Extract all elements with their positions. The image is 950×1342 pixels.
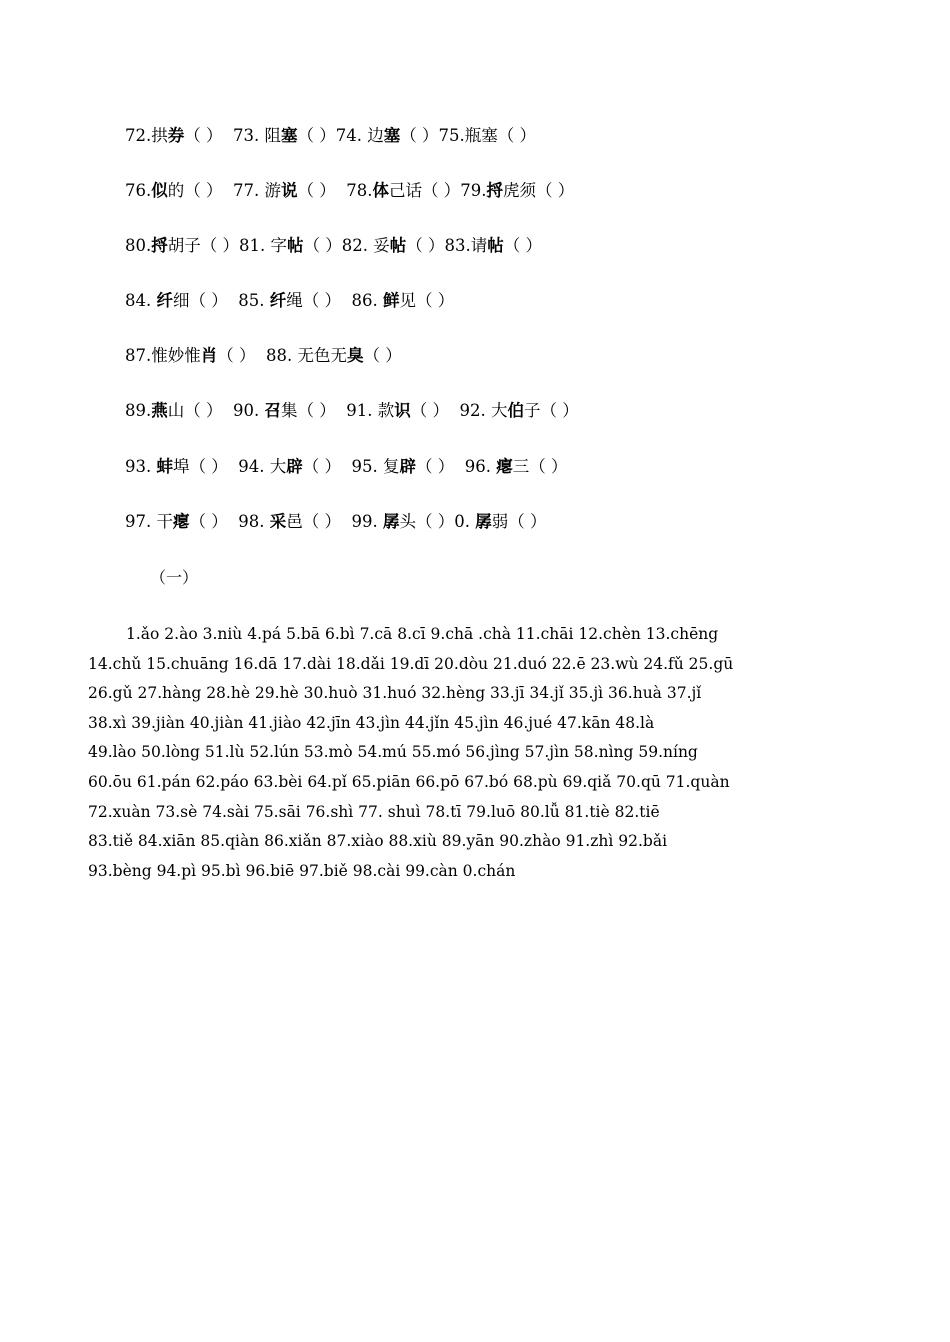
question-text: （ ）74. 边 <box>297 126 384 145</box>
question-row <box>125 510 546 534</box>
answer-line: 49.lào 50.lòng 51.lù 52.lún 53.mò 54.mú 55.mó 56.jìng 57.jìn 58.nìng 59.níng <box>88 743 698 762</box>
highlighted-character: 辟 <box>286 457 303 476</box>
question-text: 84. <box>125 291 157 310</box>
highlighted-character: 瘪 <box>173 512 190 531</box>
answer-key <box>88 622 858 888</box>
highlighted-character: 燕 <box>151 401 168 420</box>
highlighted-character: 孱 <box>382 512 400 531</box>
question-text: （ ） <box>363 346 402 365</box>
highlighted-character: 塞 <box>280 126 298 145</box>
question-text: （ ） <box>503 236 542 255</box>
highlighted-character: 蚌 <box>156 457 173 476</box>
question-text: 87.惟妙惟 <box>125 346 201 365</box>
highlighted-character: 鲜 <box>382 291 400 310</box>
answer-line: 26.gǔ 27.hàng 28.hè 29.hè 30.huò 31.huó 32.hèng 33.jī 34.jǐ 35.jì 36.huà 37.jǐ <box>88 684 702 703</box>
question-text: 头（ ）0. <box>399 512 476 531</box>
answer-line: 38.xì 39.jiàn 40.jiàn 41.jiào 42.jīn 43.jìn 44.jǐn 45.jìn 46.jué 47.kān 48.là <box>88 713 655 732</box>
highlighted-character: 纤 <box>156 291 173 310</box>
highlighted-character: 伯 <box>507 401 524 420</box>
question-text: 邑（ ） 99. <box>286 512 383 531</box>
question-text: （ ） 73. 阻 <box>184 126 281 145</box>
question-text: 子（ ） <box>523 401 579 420</box>
highlighted-character: 孱 <box>475 512 492 531</box>
question-text: （ ） 98. <box>189 512 270 531</box>
question-text: （ ） 88. 无色无 <box>217 346 347 365</box>
answer-line: 93.bèng 94.pì 95.bì 96.biē 97.biě 98.cài 99.càn 0.chán <box>88 861 516 880</box>
question-text: 山（ ） 90. <box>167 401 265 420</box>
question-row <box>125 179 574 203</box>
question-text: 集（ ） 91. 款 <box>280 401 395 420</box>
highlighted-character: 识 <box>394 401 411 420</box>
highlighted-character: 纤 <box>269 291 287 310</box>
question-text: （ ） 96. <box>415 457 497 476</box>
question-text: 89. <box>125 401 152 420</box>
question-row <box>125 289 454 313</box>
question-text: 的（ ） 77. 游 <box>167 181 281 200</box>
question-text: 97. 干 <box>125 512 173 531</box>
question-text: 胡子（ ）81. 字 <box>167 236 287 255</box>
question-text: 72.拱 <box>125 126 168 145</box>
highlighted-character: 辟 <box>399 457 416 476</box>
answer-line: 1.ǎo 2.ào 3.niù 4.pá 5.bā 6.bì 7.cā 8.cī 9.chā .chà 11.chāi 12.chèn 13.chēng <box>126 625 719 643</box>
question-text: （ ）82. 妥 <box>303 236 390 255</box>
question-text: 见（ ） <box>399 291 455 310</box>
question-text: 弱（ ） <box>491 512 547 531</box>
question-text: 细（ ） 85. <box>173 291 270 310</box>
highlighted-character: 臭 <box>346 346 364 365</box>
highlighted-character: 塞 <box>383 126 401 145</box>
question-text: 埠（ ） 94. 大 <box>173 457 287 476</box>
highlighted-character: 帖 <box>286 236 304 255</box>
answer-line: 83.tiě 84.xiān 85.qiàn 86.xiǎn 87.xiào 88.xiù 89.yān 90.zhào 91.zhì 92.bǎi <box>88 832 668 851</box>
highlighted-character: 捋 <box>151 236 168 255</box>
highlighted-character: 召 <box>264 401 281 420</box>
question-row <box>125 344 402 368</box>
highlighted-character: 说 <box>280 181 298 200</box>
highlighted-character: 体 <box>372 181 389 200</box>
highlighted-character: 似 <box>151 181 168 200</box>
question-text: 76. <box>125 181 152 200</box>
question-row <box>125 399 579 423</box>
question-row <box>125 234 542 258</box>
highlighted-character: 券 <box>167 126 185 145</box>
question-text: （ ）83.请 <box>406 236 488 255</box>
highlighted-character: 帖 <box>389 236 407 255</box>
question-text: 己话（ ）79. <box>388 181 487 200</box>
highlighted-character: 肖 <box>200 346 218 365</box>
highlighted-character: 帖 <box>487 236 504 255</box>
question-text: 虎须（ ） <box>502 181 575 200</box>
question-row <box>125 455 567 479</box>
question-text: （ ）75.瓶塞（ ） <box>400 126 536 145</box>
question-text: （ ） 78. <box>297 181 373 200</box>
answer-line: 14.chǔ 15.chuāng 16.dā 17.dài 18.dǎi 19.dī 20.dòu 21.duó 22.ē 23.wù 24.fǔ 25.gū <box>88 654 734 673</box>
answer-line: 60.ōu 61.pán 62.páo 63.bèi 64.pǐ 65.piān 66.pō 67.bó 68.pù 69.qiǎ 70.qū 71.quàn <box>88 772 730 791</box>
highlighted-character: 捋 <box>486 181 503 200</box>
highlighted-character: 瘪 <box>496 457 513 476</box>
question-text: 93. <box>125 457 157 476</box>
highlighted-character: 采 <box>269 512 287 531</box>
section-heading: （一） <box>150 568 199 587</box>
answer-line: 72.xuàn 73.sè 74.sài 75.sāi 76.shì 77. shuì 78.tī 79.luō 80.lǚ 81.tiè 82.tiē <box>88 802 660 821</box>
question-text: （ ） 95. 复 <box>302 457 400 476</box>
question-text: （ ） 92. 大 <box>410 401 508 420</box>
question-text: 绳（ ） 86. <box>286 291 383 310</box>
question-text: 80. <box>125 236 152 255</box>
question-text: 三（ ） <box>512 457 568 476</box>
question-row <box>125 124 536 148</box>
